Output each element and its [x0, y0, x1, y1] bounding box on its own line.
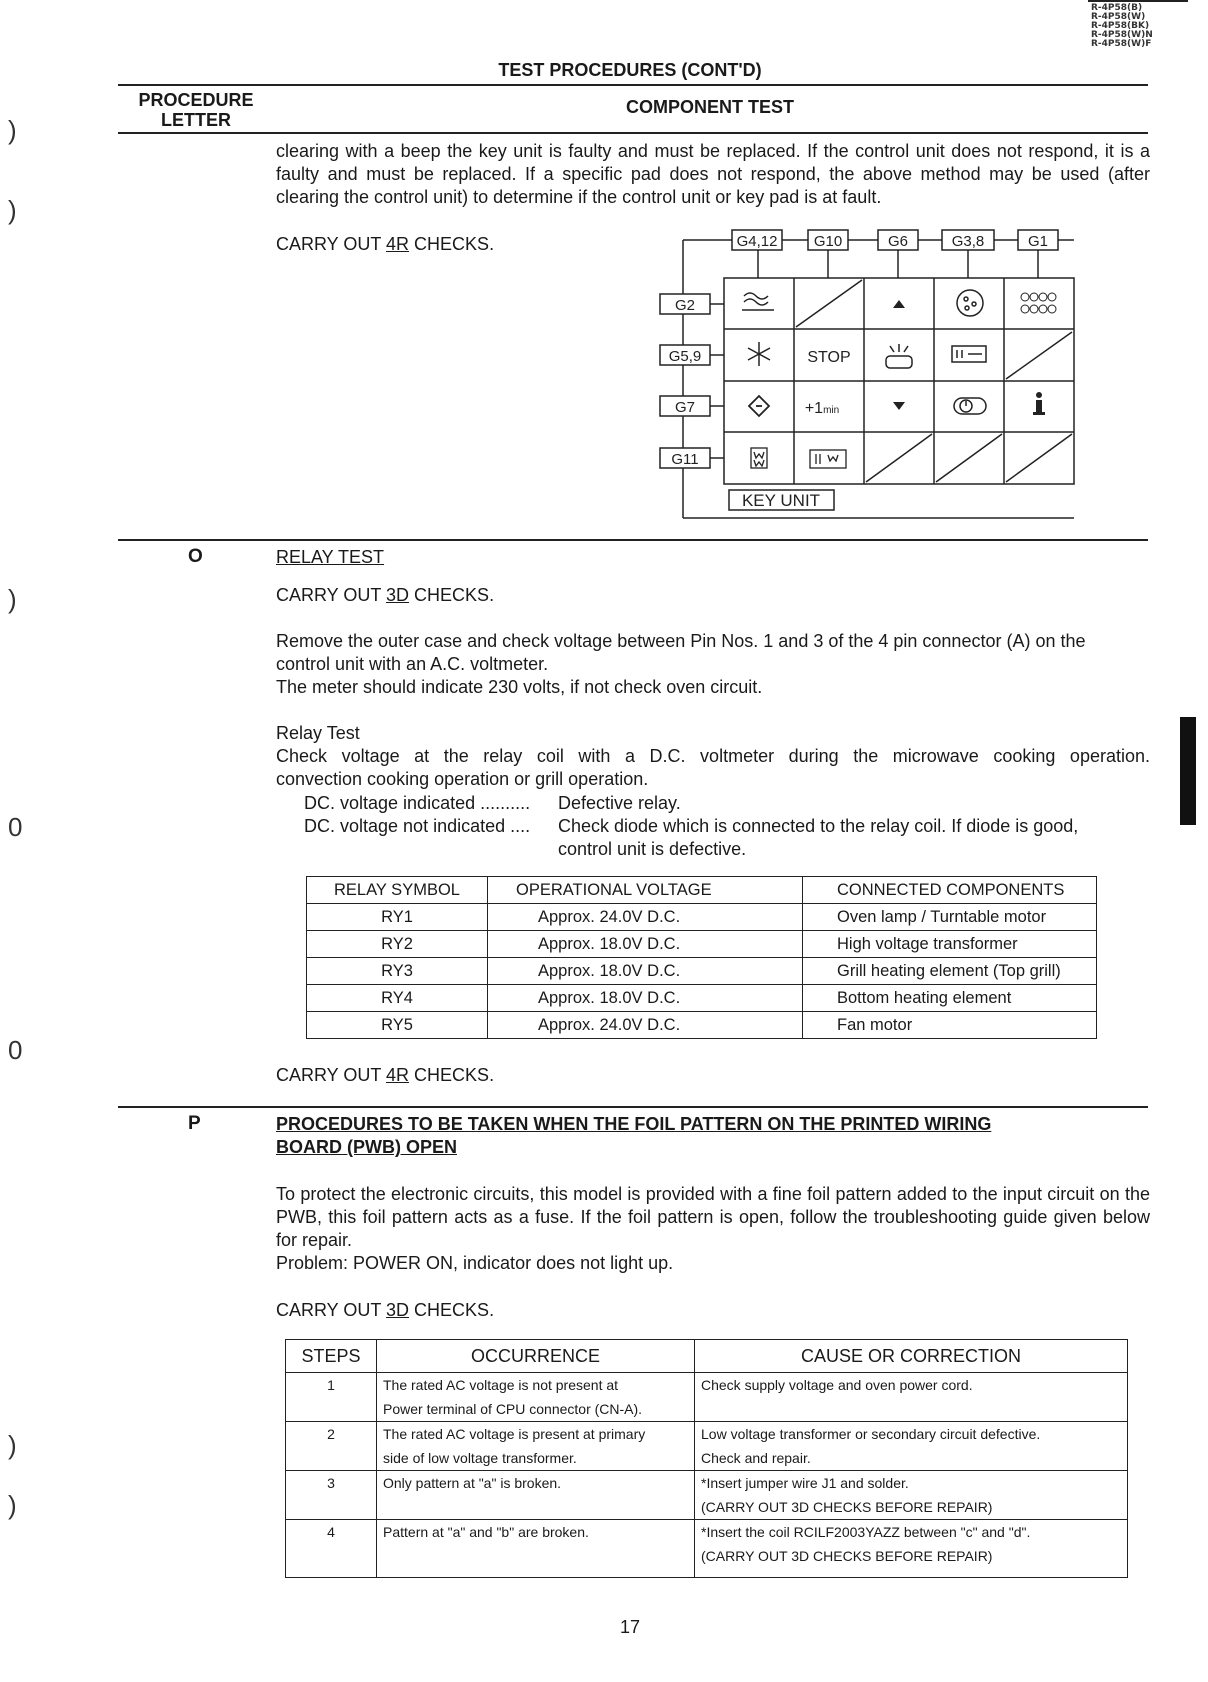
carry-suffix: CHECKS.	[409, 1300, 495, 1320]
relay-voltage: Approx. 18.0V D.C.	[488, 958, 803, 985]
binder-hole-mark: )	[8, 584, 17, 614]
step-number: 3	[286, 1471, 377, 1520]
dc-indicated-result: Defective relay.	[558, 793, 681, 813]
step-number: 1	[286, 1373, 377, 1422]
binder-hole-mark: 0	[8, 1035, 23, 1065]
table-row	[307, 985, 1097, 1012]
dc-not-indicated-label: DC. voltage not indicated ....	[304, 816, 531, 836]
relay-symbol: RY3	[307, 958, 488, 985]
carry-prefix: CARRY OUT	[276, 234, 387, 254]
carry-suffix: CHECKS.	[409, 234, 495, 254]
carry-suffix: CHECKS.	[409, 1065, 495, 1085]
column-header: OPERATIONAL VOLTAGE	[488, 877, 803, 904]
carry-code: 3D	[386, 585, 410, 605]
stop-key-label: STOP	[807, 349, 851, 366]
relay-symbol: RY5	[307, 1012, 488, 1039]
component-test-header: COMPONENT TEST	[625, 97, 794, 117]
model-name: R-4P58(BK)	[1091, 21, 1150, 31]
auto-menu-icon	[1021, 293, 1056, 313]
grill-menu-icon	[742, 293, 774, 310]
table-row	[307, 904, 1097, 931]
model-name: R-4P58(W)	[1091, 12, 1146, 22]
occurrence-line: The rated AC voltage is present at primary	[383, 1426, 646, 1442]
relay-test-title: RELAY TEST	[276, 547, 385, 567]
binder-hole-mark: )	[8, 195, 17, 225]
table-header-row	[307, 877, 1097, 904]
relay-symbol: RY1	[307, 904, 488, 931]
relay-voltage: Approx. 18.0V D.C.	[488, 931, 803, 958]
table-row	[307, 958, 1097, 985]
top-label: G3,8	[951, 233, 985, 250]
pizza-menu-icon	[957, 290, 983, 316]
cause-line: *Insert jumper wire J1 and solder.	[701, 1475, 909, 1491]
procedure-letter-line2: LETTER	[161, 110, 231, 130]
paragraph-line: Remove the outer case and check voltage between Pin Nos. 1 and 3 of the 4 pin connector (A) on the	[276, 631, 1086, 651]
relay-test-heading: Relay Test	[276, 723, 360, 743]
convection-oven-icon	[952, 346, 986, 362]
table-row	[286, 1471, 1128, 1520]
dc-indicated-label: DC. voltage indicated ..........	[304, 793, 531, 813]
occurrence-line: Only pattern at "a" is broken.	[383, 1475, 562, 1491]
dc-not-indicated-result: Check diode which is connected to the relay coil. If diode is good,	[558, 816, 1079, 836]
column-header: CONNECTED COMPONENTS	[803, 877, 1097, 904]
column-header: STEPS	[286, 1340, 377, 1373]
relay-voltage: Approx. 18.0V D.C.	[488, 985, 803, 1012]
step-number: 4	[286, 1520, 377, 1578]
relay-component: High voltage transformer	[803, 931, 1097, 958]
defrost-icon	[748, 342, 770, 366]
relay-component: Grill heating element (Top grill)	[803, 958, 1097, 985]
table-row	[286, 1422, 1128, 1471]
top-label: G6	[887, 233, 909, 250]
carry-out-3d-o	[276, 584, 494, 607]
foil-pattern-title	[276, 1113, 991, 1159]
problem-statement: Problem: POWER ON, indicator does not light up.	[276, 1253, 674, 1273]
occurrence-line: Pattern at "a" and "b" are broken.	[383, 1524, 589, 1540]
occurrence-cell	[377, 1471, 695, 1520]
model-name: R-4P58(W)F	[1091, 39, 1152, 49]
table-row	[307, 931, 1097, 958]
procedure-letter-p: P	[188, 1113, 201, 1134]
dc-not-indicated-result-2: control unit is defective.	[558, 839, 747, 859]
step-number: 2	[286, 1422, 377, 1471]
start-icon	[749, 396, 769, 416]
left-label: G5,9	[668, 348, 702, 365]
paragraph-line: The meter should indicate 230 volts, if not check oven circuit.	[276, 677, 763, 697]
page-number: 17	[619, 1617, 641, 1637]
outer-case-paragraph	[276, 630, 1150, 699]
cause-line: (CARRY OUT 3D CHECKS BEFORE REPAIR)	[701, 1548, 993, 1564]
up-arrow-icon	[893, 300, 905, 308]
table-header-row	[286, 1340, 1128, 1373]
carry-out-4r-o	[276, 1064, 494, 1087]
carry-out-3d-p	[276, 1299, 494, 1322]
binder-hole-mark: )	[8, 115, 17, 145]
section-tab-marker	[1180, 717, 1196, 825]
paragraph-line: Check voltage at the relay coil with a D.C. voltmeter during the microwave cooking operation.	[276, 746, 1150, 766]
key-unit-diagram	[650, 222, 1080, 522]
cause-line: Check and repair.	[701, 1450, 811, 1466]
plus-one-min-key	[805, 400, 839, 417]
carry-code: 4R	[386, 234, 410, 254]
key-unit-caption: KEY UNIT	[741, 491, 821, 510]
cause-cell	[695, 1520, 1128, 1578]
plus-one-unit: min	[823, 405, 840, 416]
model-list	[1091, 4, 1153, 49]
table-row	[286, 1520, 1128, 1578]
column-header: RELAY SYMBOL	[307, 877, 488, 904]
relay-component: Fan motor	[803, 1012, 1097, 1039]
lamp-icon	[886, 344, 912, 368]
intro-paragraph: clearing with a beep the key unit is faulty and must be replaced. If the control unit does not respond, it is a faulty and must be replaced. If a specific pad does not respond, the above method may be used (after clearing the control unit) to determine if the control unit or key pad is at fault.	[276, 141, 1150, 207]
relay-voltage: Approx. 24.0V D.C.	[488, 904, 803, 931]
occurrence-line: The rated AC voltage is not present at	[383, 1377, 619, 1393]
procedure-letter-line1: PROCEDURE	[138, 90, 254, 110]
cause-cell	[695, 1373, 1128, 1422]
relay-symbol: RY4	[307, 985, 488, 1012]
foil-steps-table	[285, 1339, 1128, 1578]
microwave-power-icon	[751, 448, 767, 468]
relay-test-paragraph	[276, 722, 1150, 791]
combination-icon	[810, 450, 846, 468]
carry-prefix: CARRY OUT	[276, 1300, 387, 1320]
paragraph-line: control unit with an A.C. voltmeter.	[276, 654, 549, 674]
cause-line: *Insert the coil RCILF2003YAZZ between "c" and "d".	[701, 1524, 1031, 1540]
procedure-letter-header	[116, 90, 276, 130]
left-label: G11	[671, 451, 699, 468]
carry-out-4r-intro	[276, 233, 494, 256]
model-name: R-4P58(B)	[1091, 3, 1143, 13]
cause-cell	[695, 1422, 1128, 1471]
relay-component: Bottom heating element	[803, 985, 1097, 1012]
foil-pattern-paragraph: To protect the electronic circuits, this model is provided with a fine foil pattern added to the input circuit on the PWB, this foil pattern acts as a fuse. If the foil pattern is open, follow the troubleshooting guide given below for repair.	[276, 1184, 1150, 1250]
carry-prefix: CARRY OUT	[276, 1065, 387, 1085]
title-line: PROCEDURES TO BE TAKEN WHEN THE FOIL PATTERN ON THE PRINTED WIRING	[276, 1114, 992, 1134]
binder-hole-mark: )	[8, 1430, 17, 1460]
relay-voltage: Approx. 24.0V D.C.	[488, 1012, 803, 1039]
binder-hole-mark: )	[8, 1490, 17, 1520]
occurrence-cell	[377, 1422, 695, 1471]
paragraph-line: convection cooking operation or grill operation.	[276, 769, 649, 789]
title-line: BOARD (PWB) OPEN	[276, 1137, 457, 1157]
table-row	[286, 1373, 1128, 1422]
occurrence-cell	[377, 1373, 695, 1422]
relay-component: Oven lamp / Turntable motor	[803, 904, 1097, 931]
plus-one-label: +1	[804, 400, 824, 417]
left-label: G2	[674, 297, 696, 314]
down-arrow-icon	[893, 402, 905, 410]
binder-hole-mark: 0	[8, 812, 23, 842]
carry-suffix: CHECKS.	[409, 585, 495, 605]
cause-line: Check supply voltage and oven power cord.	[701, 1377, 973, 1393]
cause-cell	[695, 1471, 1128, 1520]
info-icon	[1033, 392, 1045, 415]
table-row	[307, 1012, 1097, 1039]
carry-code: 3D	[386, 1300, 410, 1320]
occurrence-cell	[377, 1520, 695, 1578]
left-label: G7	[674, 399, 696, 416]
carry-code: 4R	[386, 1065, 410, 1085]
cause-line: (CARRY OUT 3D CHECKS BEFORE REPAIR)	[701, 1499, 993, 1515]
column-header: OCCURRENCE	[377, 1340, 695, 1373]
relay-table	[306, 876, 1097, 1039]
column-header: CAUSE OR CORRECTION	[695, 1340, 1128, 1373]
clock-icon	[954, 398, 986, 414]
procedure-letter-o: O	[188, 546, 203, 567]
page-title: TEST PROCEDURES (CONT'D)	[498, 60, 762, 80]
occurrence-line: Power terminal of CPU connector (CN-A).	[383, 1401, 643, 1417]
top-label: G4,12	[736, 233, 778, 250]
occurrence-line: side of low voltage transformer.	[383, 1450, 577, 1466]
model-name: R-4P58(W)N	[1091, 30, 1153, 40]
top-label: G1	[1027, 233, 1049, 250]
cause-line: Low voltage transformer or secondary circuit defective.	[701, 1426, 1041, 1442]
carry-prefix: CARRY OUT	[276, 585, 387, 605]
relay-symbol: RY2	[307, 931, 488, 958]
top-label: G10	[813, 233, 843, 250]
